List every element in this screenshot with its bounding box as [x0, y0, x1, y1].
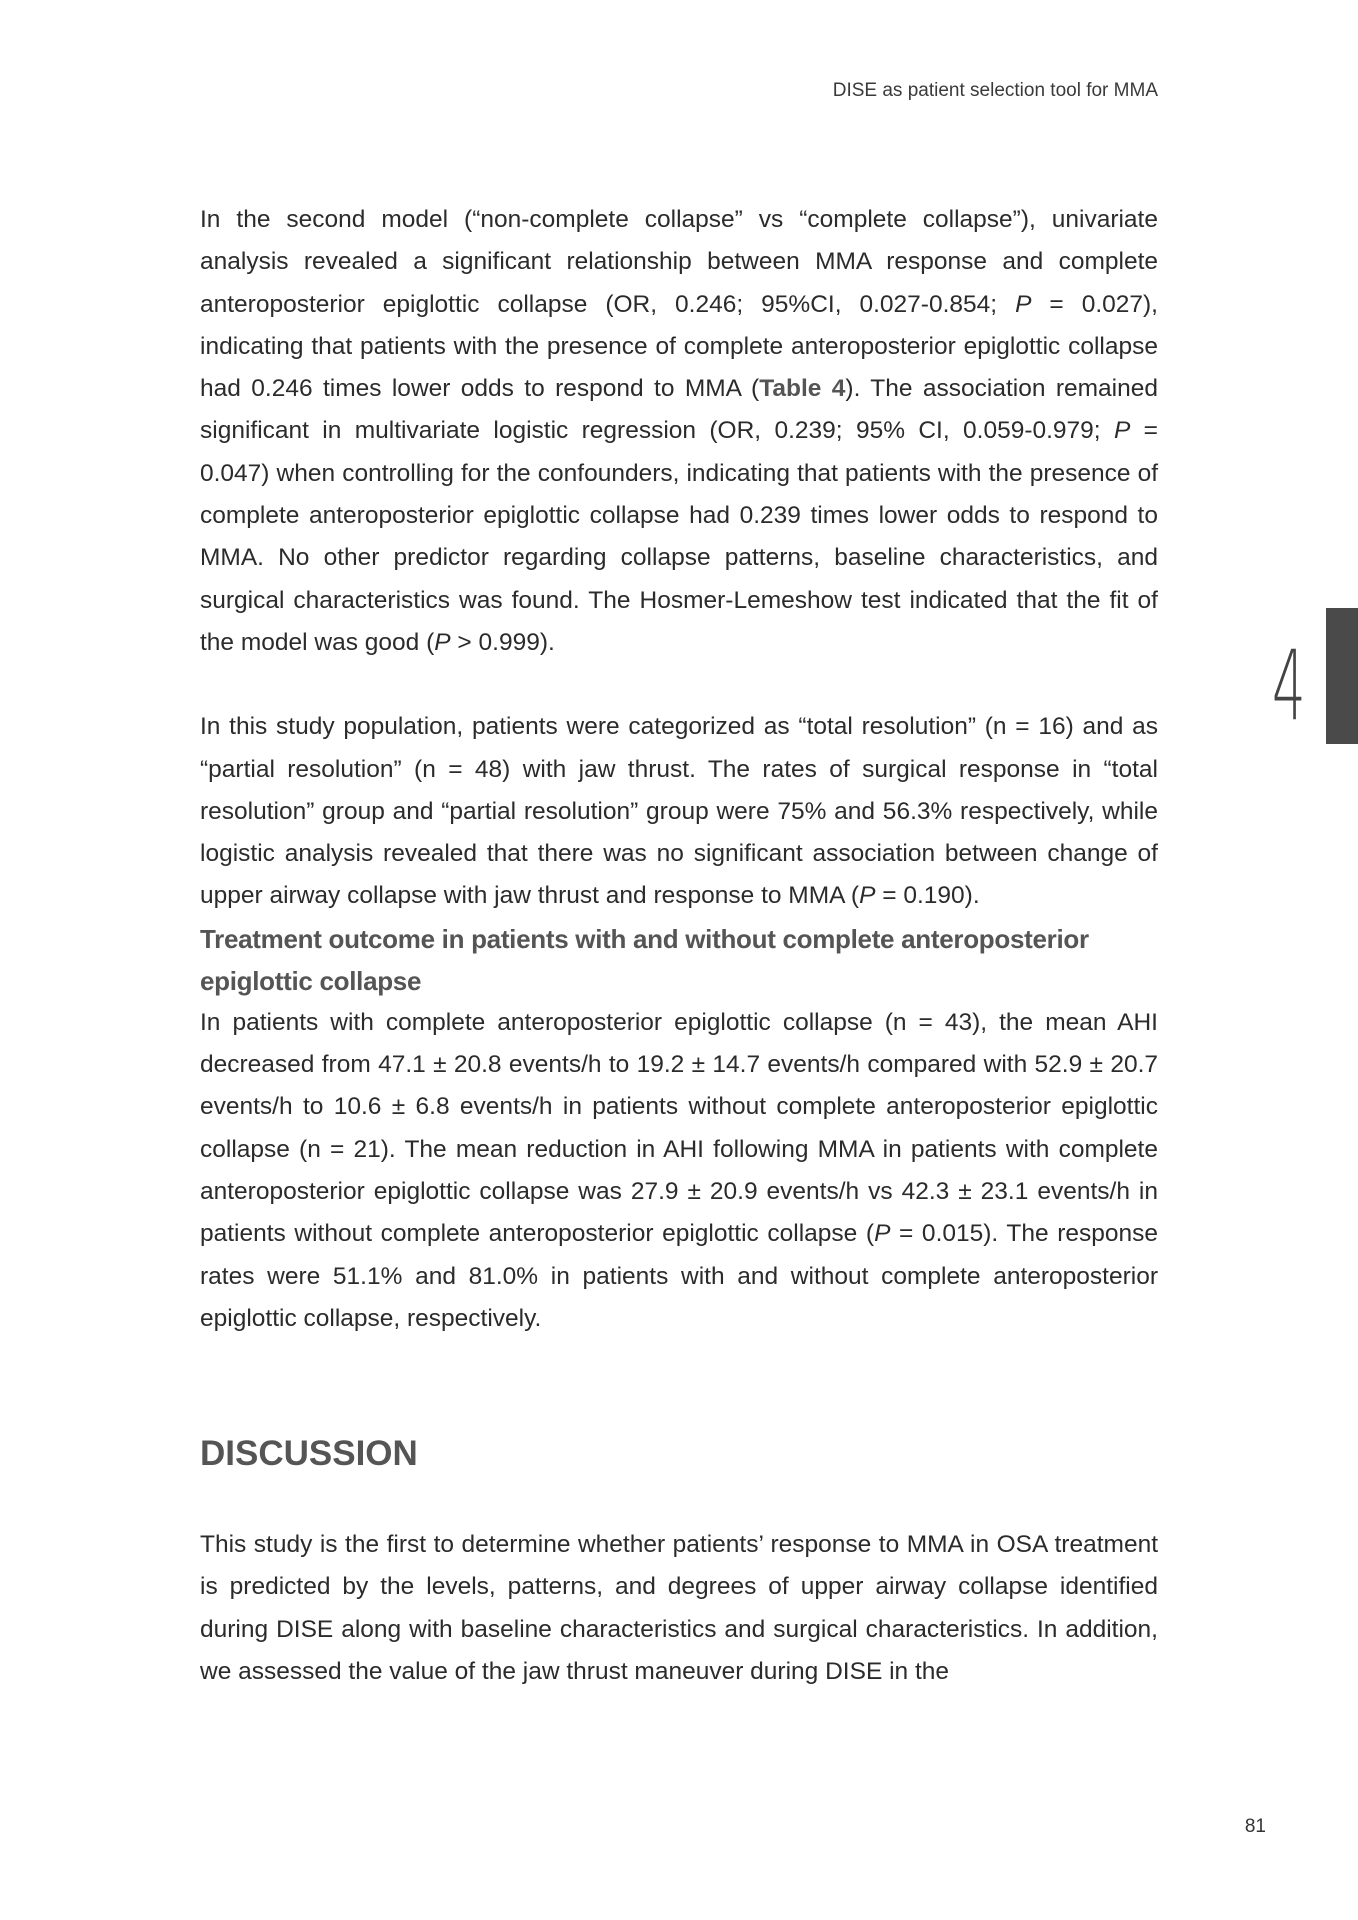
text-run: = 0.047) when controlling for the confounders, indicating that patients with the presence of complete anteroposterior epiglottic collapse had 0.239 times lower odds to respond to MMA. No other predictor regarding collapse patterns, baseline characteristics, and surgical characteristics was found. The Hosmer-Lemeshow test indicated that the fit of the model was good (	[200, 417, 1158, 656]
subsection-heading: Treatment outcome in patients with and without complete anteroposterior epiglottic collapse	[200, 923, 1089, 996]
paragraph-second-model	[200, 199, 1158, 664]
p-value-symbol: P	[874, 1220, 891, 1248]
running-header: DISE as patient selection tool for MMA	[832, 80, 1158, 101]
text-run: = 0.015). The response rates were 51.1% and 81.0% in patients with and without complete anteroposterior epiglottic collapse, respectively.	[200, 1220, 1158, 1332]
p-value-symbol: P	[1015, 290, 1032, 318]
text-run: > 0.999).	[450, 628, 555, 656]
text-run: In the second model (“non-complete collapse” vs “complete collapse”), univariate analysis revealed a significant relationship between MMA response and complete anteroposterior epiglottic collapse (OR, 0.246; 95%CI, 0.027-0.854;	[200, 206, 1158, 318]
p-value-symbol: P	[1113, 417, 1131, 445]
text-run: ). The association remained significant in multivariate logistic regression (OR, 0.239; 95% CI, 0.059-0.979;	[200, 375, 1159, 445]
page-body	[200, 199, 1158, 1693]
text-run: = 0.190).	[875, 882, 980, 910]
text-run: In this study population, patients were categorized as “total resolution” (n = 16) and as “partial resolution” (n = 48) with jaw thrust. The rates of surgical response in “total resolution” group and “partial resolution” group were 75% and 56.3% respectively, while logistic analysis revealed that there was no significant association between change of upper airway collapse with jaw thrust and response to MMA (	[200, 713, 1158, 910]
text-run: In patients with complete anteroposterior epiglottic collapse (n = 43), the mean AHI decreased from 47.1 ± 20.8 events/h to 19.2 ± 14.7 events/h compared with 52.9 ± 20.7 events/h to 10.6 ± 6.8 events/h in patients without complete anteroposterior epiglottic collapse (n = 21). The mean reduction in AHI following MMA in patients with complete anteroposterior epiglottic collapse was 27.9 ± 20.9 events/h vs 42.3 ± 23.1 events/h in patients without complete anteroposterior epiglottic collapse (	[200, 1008, 1158, 1248]
section-heading-discussion: DISCUSSION	[200, 1434, 418, 1474]
p-value-symbol: P	[859, 882, 876, 910]
paragraph-discussion: This study is the first to determine whether patients’ response to MMA in OSA treatment is predicted by the levels, patterns, and degrees of upper airway collapse identified during DISE along with baseline characteristics and surgical characteristics. In addition, we assessed the value of the jaw thrust maneuver during DISE in the	[200, 1531, 1158, 1686]
page-number: 81	[1244, 1816, 1266, 1837]
chapter-tab-marker	[1326, 608, 1358, 744]
chapter-number: 4	[1272, 630, 1306, 742]
text-run: = 0.027), indicating that patients with the presence of complete anteroposterior epiglottic collapse had 0.246 times lower odds to respond to MMA (	[200, 290, 1158, 403]
paragraph-jaw-thrust	[200, 706, 1158, 917]
p-value-symbol: P	[434, 628, 451, 656]
paragraph-treatment-outcome	[200, 1002, 1158, 1340]
table-reference: Table 4	[759, 375, 846, 403]
